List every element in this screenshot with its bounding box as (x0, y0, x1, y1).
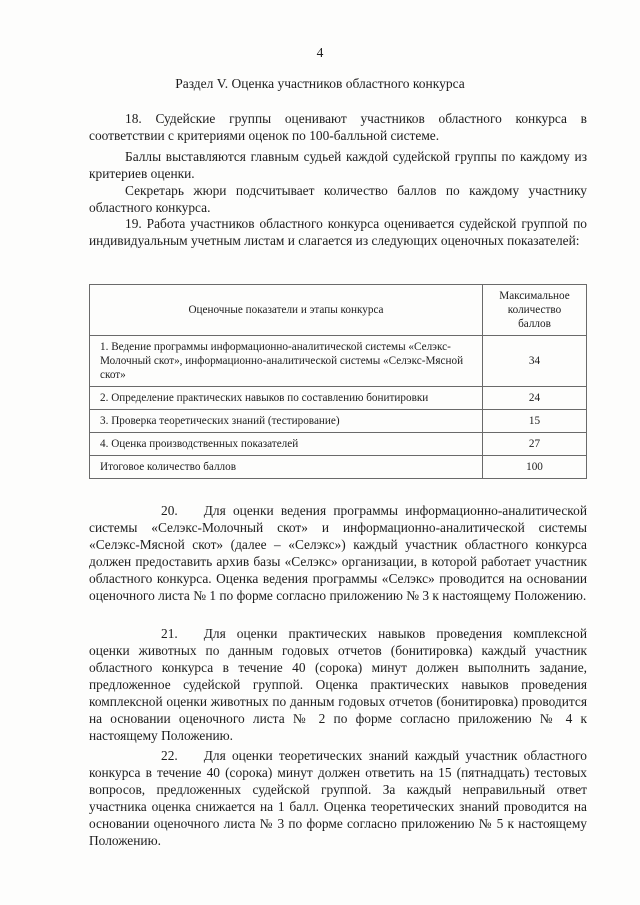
paragraph-number: 20. (161, 503, 178, 518)
row-label: 4. Оценка производственных показателей (90, 433, 483, 456)
table-header-row (90, 285, 587, 336)
paragraph-text: Для оценки практических навыков проведения комплексной оценки животных по данным годовых отчетов (бонитировка) каждый участник областного конкурса в течение 40 (сорока) минут должен выполнить задание, предложенное судейской группой. Оценка практических навыков проведения комплексной оценки животных по данным годовых отчетов (бонитировка) проводится на основании оценочного листа № 2 по форме согласно приложению № 4 к настоящему Положению. (89, 626, 587, 743)
total-label: Итоговое количество баллов (90, 456, 483, 479)
paragraph-18-secretary: Секретарь жюри подсчитывает количество баллов по каждому участнику областного конкурса. (89, 183, 587, 215)
row-label: 2. Определение практических навыков по составлению бонитировки (90, 387, 483, 410)
table-row (90, 433, 587, 456)
total-score: 100 (483, 456, 587, 479)
page-number: 4 (316, 45, 324, 60)
paragraph-number: 22. (161, 748, 178, 763)
table-row (90, 410, 587, 433)
row-score: 24 (483, 387, 587, 410)
row-score: 27 (483, 433, 587, 456)
scores-table (89, 284, 587, 479)
section-title: Раздел V. Оценка участников областного конкурса (175, 76, 465, 91)
paragraph-20 (89, 502, 587, 604)
paragraph-22 (89, 747, 587, 849)
paragraph-18: 18. Судейские группы оценивают участников областного конкурса в соответствии с критериями оценок по 100-балльной системе. (89, 111, 587, 143)
paragraph-text: Для оценки ведения программы информационно-аналитической системы «Селэкс-Молочный скот» и информационно-аналитической системы «Селэкс-Мясной скот» (далее – «Селэкс») каждый участник областного конкурса должен предоставить архив базы «Селэкс» организации, в которой работает участник областного конкурса. Оценка ведения программы «Селэкс» проводится на основании оценочного листа № 1 по форме согласно приложению № 3 к настоящему Положению. (89, 503, 587, 603)
paragraph-19: 19. Работа участников областного конкурса оценивается судейской группой по индивидуальным учетным листам и слагается из следующих оценочных показателей: (89, 216, 587, 248)
row-score: 15 (483, 410, 587, 433)
paragraph-text: Для оценки теоретических знаний каждый участник областного конкурса в течение 40 (сорока) минут должен ответить на 15 (пятнадцать) тестовых вопросов, предложенных судейской группой. За каждый неправильный ответ участника оценка снижается на 1 балл. Оценка теоретических знаний проводится на основании оценочного листа № 3 по форме согласно приложению № 5 к настоящему Положению. (89, 748, 587, 848)
header-max-score: Максимальное количество баллов (483, 285, 587, 336)
row-label: 3. Проверка теоретических знаний (тестирование) (90, 410, 483, 433)
row-label: 1. Ведение программы информационно-аналитической системы «Селэкс-Молочный скот», информационно-аналитической системы «Селэкс-Мясной скот» (90, 336, 483, 387)
table-row (90, 387, 587, 410)
paragraph-18-scoring: Баллы выставляются главным судьей каждой судейской группы по каждому из критериев оценки. (89, 149, 587, 181)
row-score: 34 (483, 336, 587, 387)
table-total-row (90, 456, 587, 479)
paragraph-number: 21. (161, 626, 178, 641)
header-indicators: Оценочные показатели и этапы конкурса (90, 285, 483, 336)
table-row (90, 336, 587, 387)
paragraph-21 (89, 625, 587, 744)
